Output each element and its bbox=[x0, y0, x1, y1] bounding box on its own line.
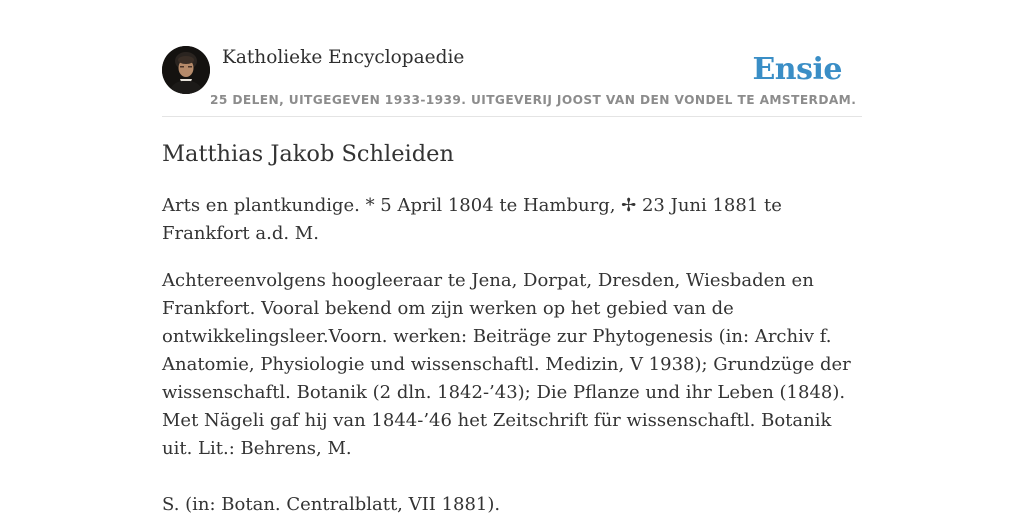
source-title[interactable]: Katholieke Encyclopaedie bbox=[222, 47, 465, 68]
page-header bbox=[162, 46, 862, 117]
source-subtitle: 25 DELEN, UITGEGEVEN 1933-1939. UITGEVERIJ JOOST VAN DEN VONDEL TE AMSTERDAM. bbox=[210, 93, 857, 107]
article-content bbox=[162, 136, 862, 519]
article-paragraph: S. (in: Botan. Centralblatt, VII 1881). bbox=[162, 494, 501, 515]
page-title: Matthias Jakob Schleiden bbox=[162, 141, 454, 167]
portrait-avatar-icon[interactable] bbox=[162, 46, 210, 94]
brand-logo[interactable]: Ensie bbox=[752, 52, 842, 87]
article-paragraph: Arts en plantkundige. * 5 April 1804 te Hamburg, ✢ 23 Juni 1881 te Frankfort a.d. M. bbox=[162, 195, 782, 244]
article-paragraph: Achtereenvolgens hoogleeraar te Jena, Dorpat, Dresden, Wiesbaden en Frankfort. Vooral bekend om zijn werken op het gebied van de ontwikkelingsleer.Voorn. werken: Beiträge zur Phytogenesis (in: Archiv f. Anatomie, Physiologie und wissenschaftl. Medizin, V 1938); Grundzüge der wissenschaftl. Botanik (2 dln. 1842-’43); Die Pflanze und ihr Leben (1848). Met Nägeli gaf hij van 1844-’46 het Zeitschrift für wissenschaftl. Botanik uit. Lit.: Behrens, M. bbox=[162, 270, 851, 459]
